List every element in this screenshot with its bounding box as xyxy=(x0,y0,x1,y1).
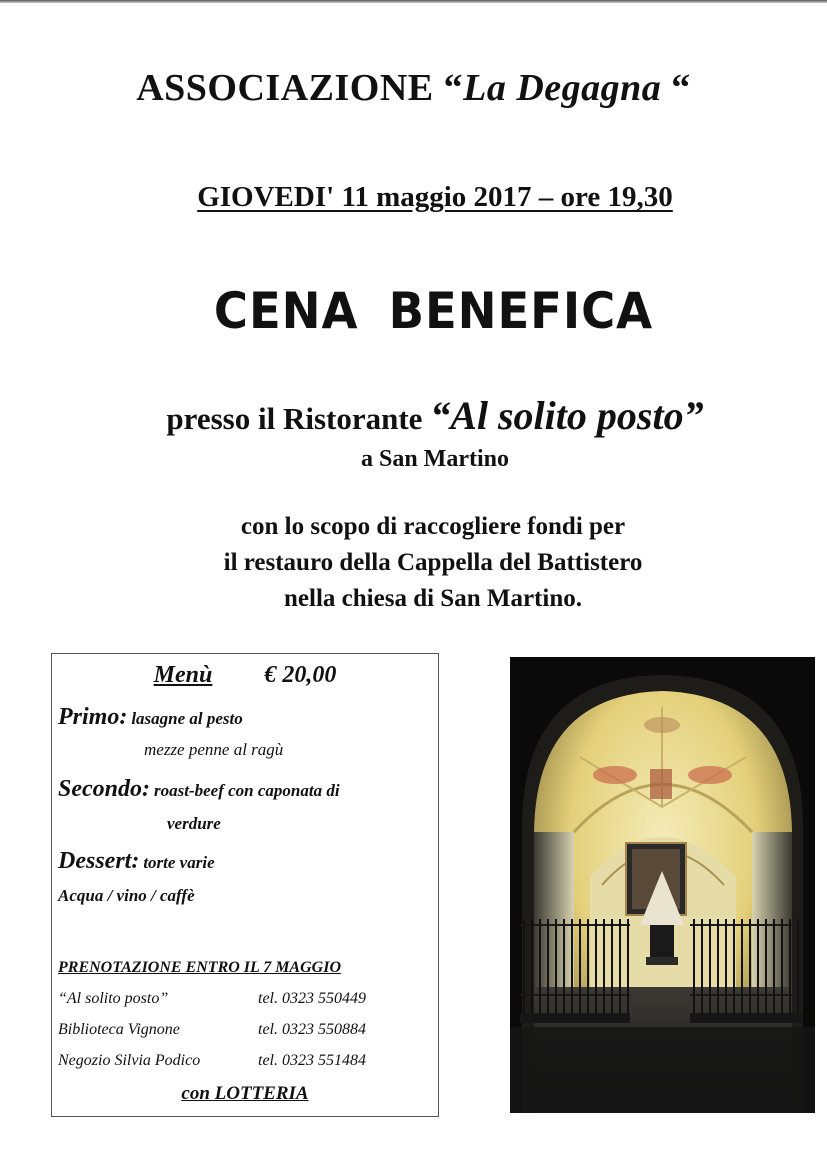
contact-name: Biblioteca Vignone xyxy=(58,1021,180,1038)
venue-location: a San Martino xyxy=(360,446,509,472)
primo-item: mezze penne al ragù xyxy=(144,740,284,759)
association-prefix: ASSOCIAZIONE “ xyxy=(136,67,464,109)
dessert-item: torte varie xyxy=(143,853,215,872)
lottery-note: con LOTTERIA xyxy=(181,1083,309,1104)
venue-line xyxy=(0,392,827,439)
chapel-illustration xyxy=(510,657,815,1113)
primo-item: lasagne al pesto xyxy=(131,709,243,728)
contact-name: “Al solito posto” xyxy=(58,990,169,1007)
contact-tel: tel. 0323 550449 xyxy=(258,990,366,1007)
dessert-label: Dessert: xyxy=(58,848,140,874)
association-name: La Degagna xyxy=(463,67,662,109)
contact-row xyxy=(58,1021,428,1039)
menu-secondo xyxy=(58,776,340,803)
menu-dessert xyxy=(58,848,215,875)
purpose-line: con lo scopo di raccogliere fondi per xyxy=(240,513,626,540)
association-suffix: “ xyxy=(671,67,691,109)
secondo-item: verdure xyxy=(167,814,221,833)
association-title xyxy=(0,66,827,110)
menu-primo xyxy=(58,704,243,731)
venue-prefix: presso il Ristorante xyxy=(166,401,431,436)
contact-tel: tel. 0323 551484 xyxy=(258,1052,366,1069)
secondo-label: Secondo: xyxy=(58,776,150,802)
contact-name: Negozio Silvia Podico xyxy=(58,1052,201,1069)
purpose-line: nella chiesa di San Martino. xyxy=(284,585,582,612)
event-title: CENA BENEFICA xyxy=(213,282,654,340)
menu-price: € 20,00 xyxy=(264,662,337,688)
menu-box xyxy=(51,653,439,1117)
purpose-line: il restauro della Cappella del Battistero xyxy=(223,549,643,576)
contact-tel: tel. 0323 550884 xyxy=(258,1021,366,1038)
secondo-item: roast-beef con caponata di xyxy=(154,781,340,800)
booking-title: PRENOTAZIONE ENTRO IL 7 MAGGIO xyxy=(58,959,341,976)
drinks-item: Acqua / vino / caffè xyxy=(58,886,195,905)
chapel-photo xyxy=(510,657,815,1113)
menu-drinks xyxy=(58,886,195,906)
menu-secondo-2 xyxy=(167,814,221,834)
event-date-text: GIOVEDI' 11 maggio 2017 – ore 19,30 xyxy=(197,181,673,213)
venue-name: “Al solito posto” xyxy=(430,393,704,438)
menu-header xyxy=(52,662,438,689)
event-purpose xyxy=(0,509,827,617)
event-date xyxy=(0,181,827,214)
menu-heading: Menù xyxy=(153,662,213,688)
contact-row xyxy=(58,990,428,1008)
scan-edge xyxy=(0,0,827,3)
menu-primo-2 xyxy=(144,740,283,760)
primo-label: Primo: xyxy=(58,704,128,730)
contact-row xyxy=(58,1052,428,1070)
